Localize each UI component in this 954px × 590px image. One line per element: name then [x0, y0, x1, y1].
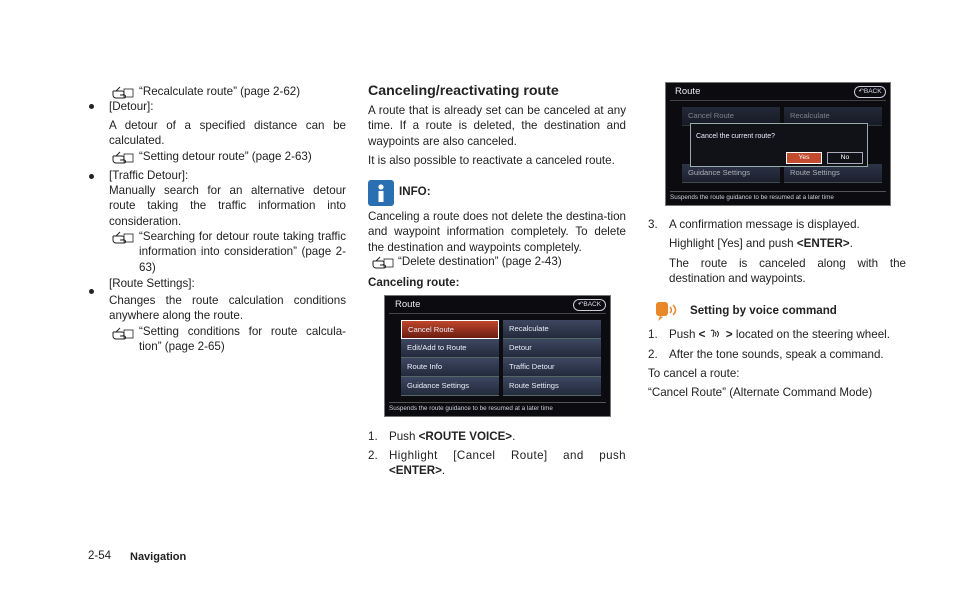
bullet [89, 174, 94, 179]
menu-edit-add-route[interactable]: Edit/Add to Route [401, 339, 499, 358]
step2-text: Highlight [Cancel Route] and push <ENTER>. [389, 449, 626, 478]
enter-key: <ENTER> [796, 237, 850, 250]
voice-step1-text: Push < > located on the steering wheel. [669, 328, 890, 341]
menu-guidance-settings[interactable]: Guidance Settings [401, 377, 499, 396]
step3-instruction: Highlight [Yes] and push <ENTER>. [669, 237, 853, 250]
reference-traffic-detour[interactable]: “Searching for detour route taking traffic information into consideration” (page 2-63) [139, 230, 346, 274]
page-number: 2-54 [88, 550, 112, 562]
dialog-message: Cancel the current route? [696, 133, 775, 140]
menu-traffic-detour[interactable]: Traffic Detour [503, 358, 601, 377]
info-label: INFO: [399, 185, 431, 198]
enter-key: <ENTER> [389, 464, 442, 478]
confirm-dialog [690, 123, 868, 167]
screen-title: Route [675, 86, 701, 97]
step3-text: A confirmation message is displayed. [669, 218, 860, 231]
route-voice-key: <ROUTE VOICE> [418, 430, 513, 443]
reference-route-conditions[interactable]: “Setting conditions for route calcula-tion” (page 2-65) [139, 325, 346, 354]
bullet [89, 289, 94, 294]
reference-hand-icon [112, 86, 134, 100]
menu-cancel-route[interactable]: Cancel Route [682, 107, 780, 126]
talk-switch-icon [709, 328, 723, 339]
reactivate-paragraph: It is also possible to reactivate a canceled route. [368, 154, 615, 167]
info-icon [368, 180, 394, 206]
step-number: 2. [368, 449, 378, 462]
cancel-route-intro: To cancel a route: [648, 367, 740, 380]
menu-route-info[interactable]: Route Info [401, 358, 499, 377]
section-name: Navigation [130, 551, 187, 563]
canceling-route-label: Canceling route: [368, 276, 460, 289]
back-label: BACK [863, 88, 882, 95]
route-menu-screen [384, 295, 611, 417]
reference-hand-icon [112, 327, 134, 341]
back-label: BACK [583, 301, 602, 308]
traffic-detour-label: [Traffic Detour]: [109, 169, 189, 182]
step3-result: The route is canceled along with the destination and waypoints. [669, 257, 906, 286]
voice-step2-text: After the tone sounds, speak a command. [669, 348, 884, 361]
reference-hand-icon [372, 256, 394, 270]
menu-recalculate[interactable]: Recalculate [503, 320, 601, 339]
intro-paragraph: A route that is already set can be canceled at any time. If a route is deleted, the destination and waypoints are also canceled. [368, 104, 626, 148]
menu-detour[interactable]: Detour [503, 339, 601, 358]
step-number: 1. [368, 430, 378, 443]
route-settings-description: Changes the route calculation conditions anywhere along the route. [109, 294, 346, 323]
menu-route-settings[interactable]: Route Settings [503, 377, 601, 396]
back-arrow-icon: ↶ [577, 301, 584, 308]
status-bar: Suspends the route guidance to be resumed at a later time [389, 402, 606, 412]
section-heading: Canceling/reactivating route [368, 83, 559, 99]
back-button[interactable] [573, 299, 606, 311]
menu-guidance-settings[interactable]: Guidance Settings [682, 164, 780, 183]
step1-text: Push <ROUTE VOICE>. [389, 430, 516, 443]
reference-hand-icon [112, 231, 134, 245]
detour-label: [Detour]: [109, 100, 154, 113]
status-bar: Suspends the route guidance to be resumed at a later time [670, 191, 886, 201]
voice-command-icon [654, 299, 678, 323]
info-text: Canceling a route does not delete the destina-tion and waypoint information completely. To delete the destination and waypoints completely. [368, 210, 626, 254]
no-button[interactable]: No [827, 152, 863, 164]
menu-route-settings[interactable]: Route Settings [784, 164, 882, 183]
step-number: 2. [648, 348, 658, 361]
reference-delete-destination[interactable]: “Delete destination” (page 2-43) [398, 255, 562, 268]
cancel-route-command: “Cancel Route” (Alternate Command Mode) [648, 386, 873, 399]
reference-hand-icon [112, 151, 134, 165]
voice-command-heading: Setting by voice command [690, 304, 837, 317]
reference-setting-detour[interactable]: “Setting detour route” (page 2-63) [139, 150, 312, 163]
bullet [89, 104, 94, 109]
route-settings-label: [Route Settings]: [109, 277, 195, 290]
step-number: 3. [648, 218, 658, 231]
step-number: 1. [648, 328, 658, 341]
reference-recalculate[interactable]: “Recalculate route” (page 2-62) [139, 85, 301, 98]
yes-button[interactable]: Yes [786, 152, 822, 164]
traffic-detour-description: Manually search for an alternative detour route taking the traffic information into consideration. [109, 184, 346, 228]
screen-title: Route [395, 299, 421, 310]
menu-recalculate[interactable]: Recalculate [784, 107, 882, 126]
menu-cancel-route[interactable]: Cancel Route [401, 320, 499, 339]
back-arrow-icon: ↶ [858, 88, 864, 95]
detour-description: A detour of a specified distance can be calculated. [109, 119, 346, 148]
back-button[interactable] [854, 86, 886, 98]
cancel-confirm-screen [665, 82, 891, 206]
